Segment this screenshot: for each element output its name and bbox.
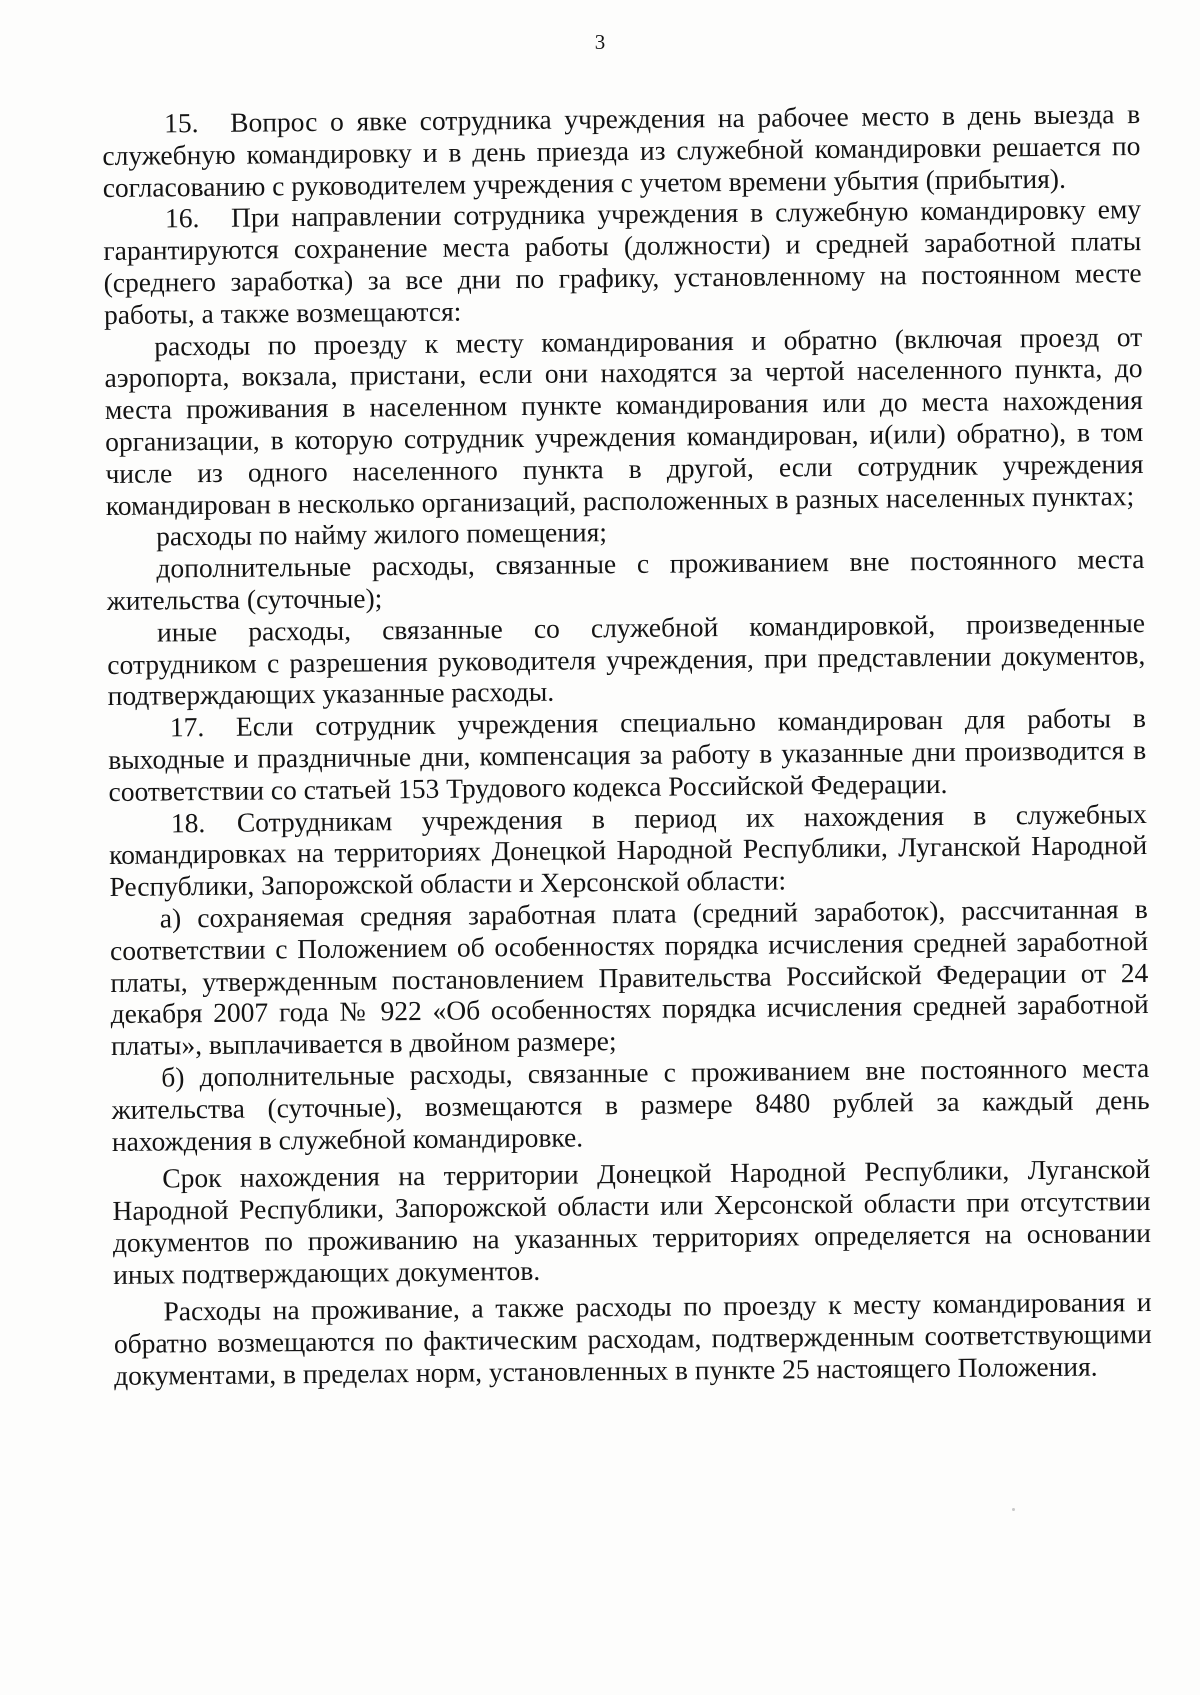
paragraph-number: 17.: [169, 711, 205, 743]
paragraph-text: Вопрос о явке сотрудника учреждения на рабочее место в день выезда в служебную командировку и в день приезда из служебной командировки решается по согласованию с руководителем учреждения с учетом времени убытия (прибытия).: [102, 98, 1141, 203]
paragraph-number: 15.: [163, 107, 199, 139]
paragraph-housing-expenses: расходы по найму жилого помещения;: [155, 516, 608, 552]
paragraph-other-expenses: иные расходы, связанные со служебной командировкой, произведенные сотрудником с разрешения руководителя учреждения, при представлении документов, подтверждающих указанные расходы.: [107, 606, 1146, 712]
paragraph-text: Если сотрудник учреждения специально командирован для работы в выходные и праздничные дни, компенсация за работу в указанные дни производится в соответствии со статьей 153 Трудового кодекса Российской Федерации.: [108, 702, 1147, 807]
scan-speck: [1012, 1508, 1015, 1511]
paragraph-text: Сотрудникам учреждения в период их нахождения в служебных командировках на территориях Донецкой Народной Республики, Луганской Народной Республики, Запорожской области и Херсонской области:: [109, 797, 1148, 903]
paragraph-travel-expenses: расходы по проезду к месту командирования и обратно (включая проезд от аэропорта, вокзала, пристани, если они находятся за чертой населенного пункта, до места проживания в населенном пункте командирования или до места нахождения организации, в которую сотрудник учреждения командирован, и(или) обратно), в том числе из одного населенного пункта в другой, если сотрудник учреждения командирован в несколько организаций, расположенных в разных населенных пунктах;: [104, 320, 1144, 521]
paragraph-text: При направлении сотрудника учреждения в служебную командировку ему гарантируются сохранение места работы (должности) и средней заработной платы (среднего заработка) за все дни по графику, установленному на постоянном месте работы, а также возмещаются:: [103, 193, 1142, 330]
paragraph-number: 16.: [164, 202, 200, 234]
paragraph-15: [102, 98, 1141, 203]
paragraph-17: [108, 702, 1147, 807]
paragraph-accommodation-costs: Расходы на проживание, а также расходы по проезду к месту командирования и обратно возмещаются по фактическим расходам, подтвержденным соответствующими документами, в пределах норм, установленных в пункте 25 настоящего Положения.: [113, 1286, 1152, 1392]
paragraph-18-a: а) сохраняемая средняя заработная плата (средний заработок), рассчитанная в соответствии с Положением об особенностях порядка исчисления средней заработной платы, утвержденным постановлением Правительства Российской Федерации от 24 декабря 2007 года № 922 «Об особенностях порядка исчисления средней заработной платы», выплачивается в двойном размере;: [109, 892, 1149, 1062]
paragraph-number: 18.: [170, 806, 206, 838]
paragraph-stay-period: Срок нахождения на территории Донецкой Народной Республики, Луганской Народной Республики, Запорожской области или Херсонской области при отсутствии документов по проживанию на указанных территориях определяется на основании иных подтверждающих документов.: [112, 1153, 1151, 1290]
document-body: [102, 98, 1152, 1392]
paragraph-16: [103, 193, 1142, 330]
page-number: 3: [594, 30, 606, 54]
paragraph-18-b: б) дополнительные расходы, связанные с проживанием вне постоянного места жительства (суточные), возмещаются в размере 8480 рублей за каждый день нахождения в служебной командировке.: [111, 1051, 1150, 1157]
paragraph-daily-allowance: дополнительные расходы, связанные с проживанием вне постоянного места жительства (суточные);: [106, 543, 1145, 616]
paragraph-18: [109, 798, 1148, 903]
